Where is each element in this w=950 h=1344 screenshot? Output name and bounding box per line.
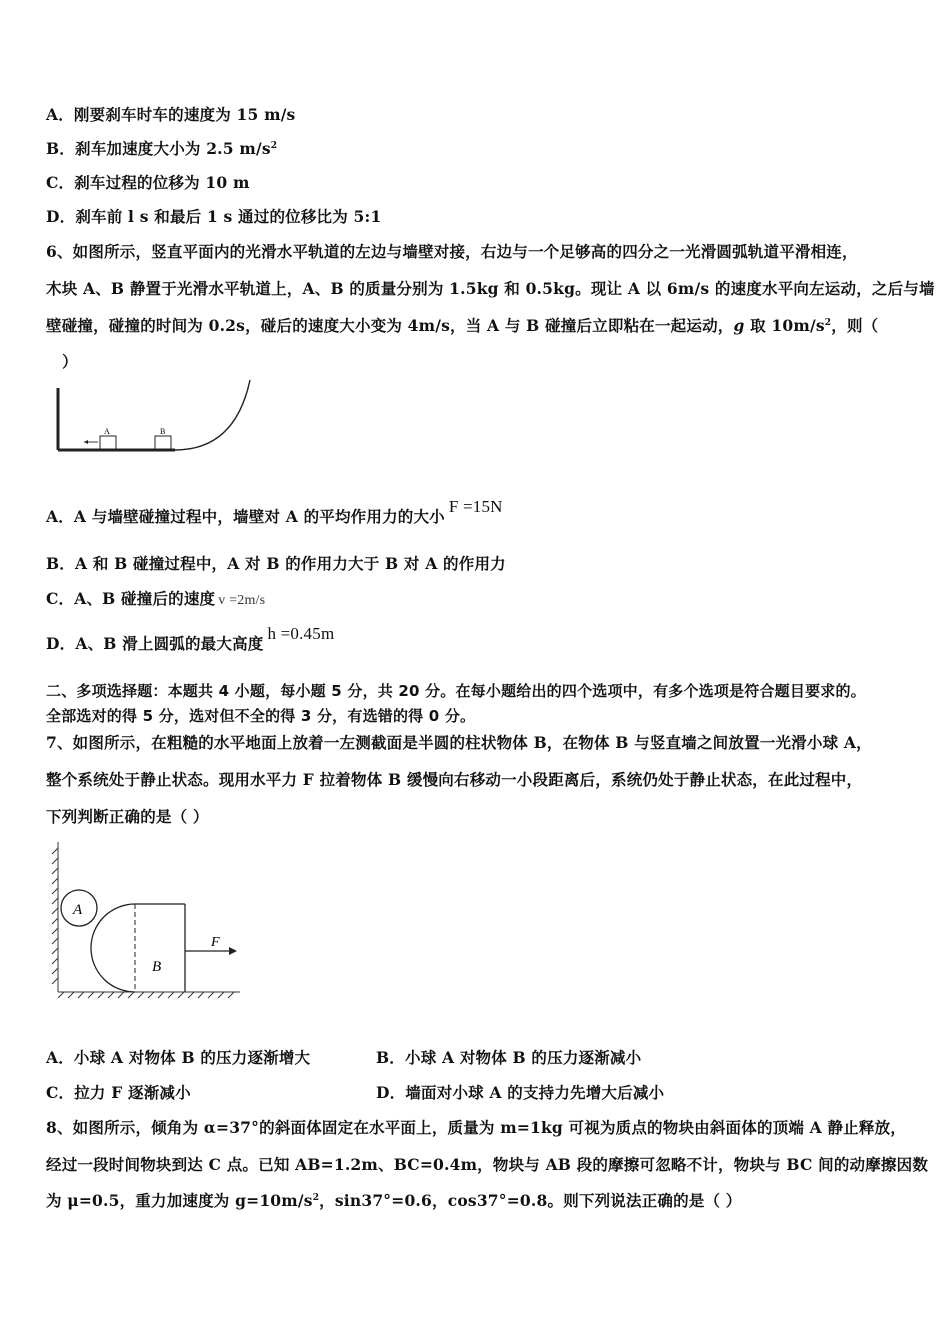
q6-stem-line4: ） <box>62 352 78 371</box>
q7-option-c: C．拉力 F 逐渐减小 <box>46 1083 191 1102</box>
q6-stem-line2: 木块 A、B 静置于光滑水平轨道上，A、B 的质量分别为 1.5kg 和 0.5kg。现让 A 以 6m/s 的速度水平向左运动，之后与墙 <box>46 279 935 298</box>
section2-heading-line1: 二、多项选择题：本题共 4 小题，每小题 5 分，共 20 分。在每小题给出的四个选项中，有多个选项是符合题目要求的。 <box>46 682 866 700</box>
q8-stem-line3-sup: 2 <box>312 1192 320 1203</box>
q7-figure <box>44 838 244 1000</box>
q7-stem-line2: 整个系统处于静止状态。现用水平力 F 拉着物体 B 缓慢向右移动一小段距离后，系统仍处于静止状态，在此过程中， <box>46 770 863 789</box>
q7-stem-line3: 下列判断正确的是（ ） <box>46 807 209 826</box>
q5-option-c: C．刹车过程的位移为 10 m <box>46 173 250 192</box>
q7-option-b: B．小球 A 对物体 B 的压力逐渐减小 <box>376 1048 642 1067</box>
q5-option-b-sup: 2 <box>270 140 278 151</box>
q8-stem-line1: 8、如图所示，倾角为 α=37°的斜面体固定在水平面上，质量为 m=1kg 可视为质点的物块由斜面体的顶端 A 静止释放， <box>46 1118 906 1137</box>
q6-stem-line1: 6、如图所示，竖直平面内的光滑水平轨道的左边与墙壁对接，右边与一个足够高的四分之一光滑圆弧轨道平滑相连， <box>46 242 858 261</box>
q8-stem-line3-b: ，sin37°=0.6，cos37°=0.8。则下列说法正确的是（ ） <box>319 1191 742 1210</box>
q6-option-a-text: A．A 与墙壁碰撞过程中，墙壁对 A 的平均作用力的大小 <box>46 507 445 526</box>
q6-fig-label-a: A <box>104 427 110 436</box>
q8-stem-line2: 经过一段时间物块到达 C 点。已知 AB=1.2m、BC=0.4m，物块与 AB 段的摩擦可忽略不计，物块与 BC 间的动摩擦因数 <box>46 1155 929 1174</box>
q6-option-c-formula: v =2m/s <box>218 593 266 608</box>
q7-stem-line1: 7、如图所示，在粗糙的水平地面上放着一左测截面是半圆的柱状物体 B，在物体 B 与竖直墙之间放置一光滑小球 A， <box>46 733 872 752</box>
q6-option-a-formula: F =15N <box>448 497 503 516</box>
q8-stem-line3-a: 为 μ=0.5，重力加速度为 g=10m/s <box>46 1191 313 1210</box>
q6-figure <box>50 378 260 458</box>
q5-option-d: D．刹车前 l s 和最后 1 s 通过的位移比为 5:1 <box>46 207 382 226</box>
q6-option-a <box>46 497 503 527</box>
q6-option-c-text: C．A、B 碰撞后的速度 <box>46 589 216 608</box>
q7-option-a: A．小球 A 对物体 B 的压力逐渐增大 <box>46 1048 311 1067</box>
q6-stem-line3-c: ，则（ <box>831 316 879 335</box>
q6-g-symbol: g <box>733 316 745 335</box>
q6-option-b: B．A 和 B 碰撞过程中，A 对 B 的作用力大于 B 对 A 的作用力 <box>46 554 506 573</box>
q6-option-d <box>46 624 335 654</box>
q7-fig-label-a: A <box>73 902 83 918</box>
q6-option-c <box>46 587 265 609</box>
section2-heading-line2: 全部选对的得 5 分，选对但不全的得 3 分，有选错的得 0 分。 <box>46 707 476 725</box>
q5-option-b-text: B．刹车加速度大小为 2.5 m/s <box>46 139 271 158</box>
q6-fig-label-b: B <box>160 427 166 436</box>
q6-stem-line3 <box>46 314 878 336</box>
q5-option-b <box>46 137 277 159</box>
q6-option-d-formula: h =0.45m <box>267 624 335 643</box>
q6-stem-line3-b: 取 10m/s <box>744 316 825 335</box>
q7-fig-label-f: F <box>211 935 220 950</box>
q7-fig-label-b: B <box>152 959 162 975</box>
q6-stem-line3-sup: 2 <box>824 317 832 328</box>
q6-stem-line3-a: 壁碰撞，碰撞的时间为 0.2s，碰后的速度大小变为 4m/s，当 A 与 B 碰撞后立即粘在一起运动， <box>46 316 734 335</box>
q7-option-d: D．墙面对小球 A 的支持力先增大后减小 <box>376 1083 665 1102</box>
q6-option-d-text: D．A、B 滑上圆弧的最大高度 <box>46 634 264 653</box>
q8-stem-line3 <box>46 1189 742 1211</box>
q5-option-a: A．刚要刹车时车的速度为 15 m/s <box>46 105 296 124</box>
